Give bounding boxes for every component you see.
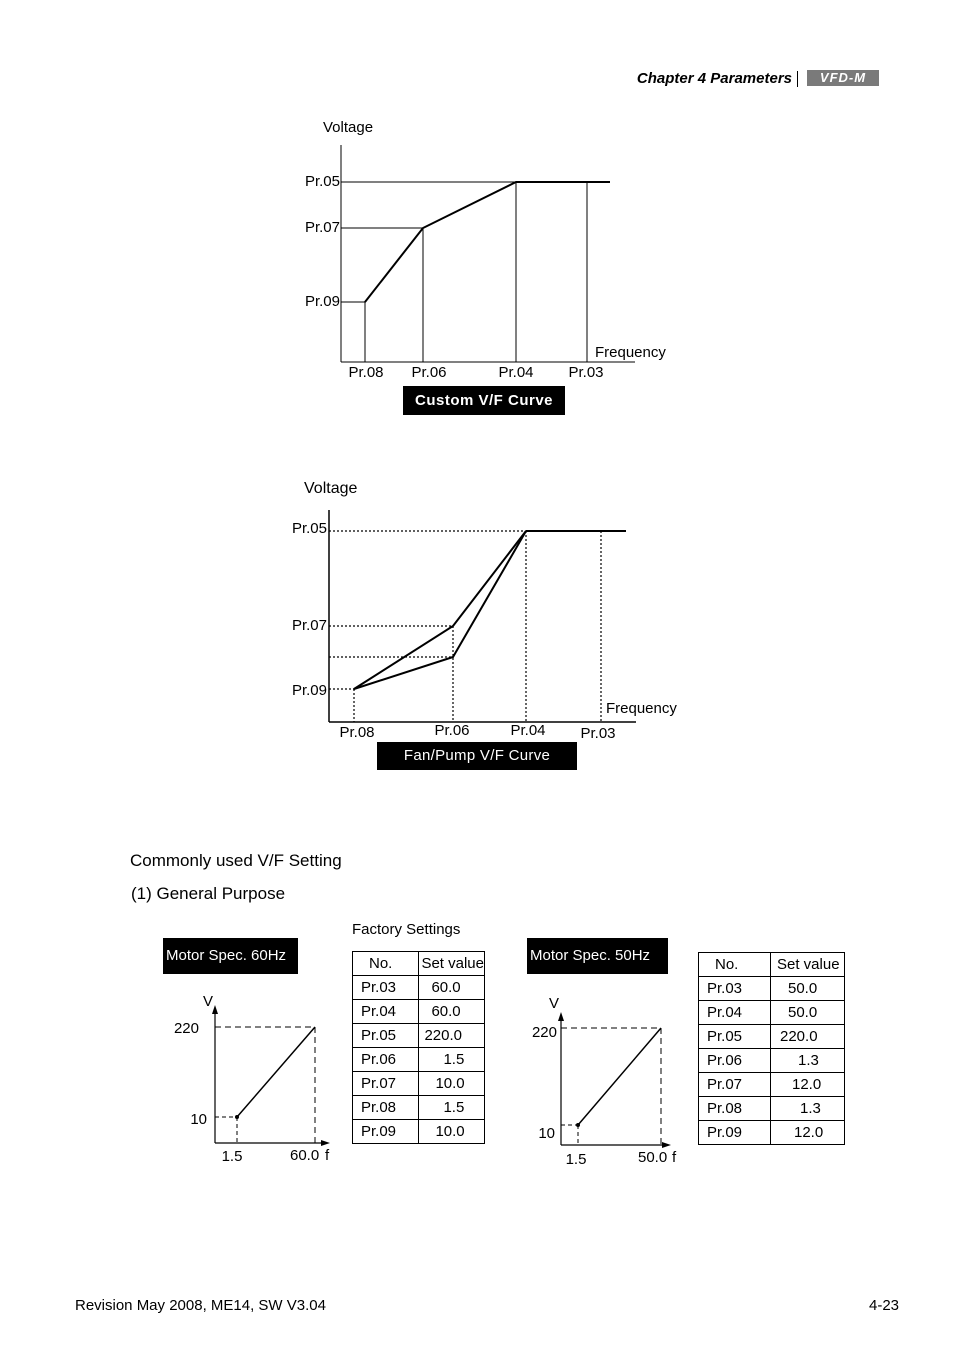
table-row [699,1049,845,1073]
vfd-m-logo: VFD-M [807,70,879,86]
table-row [699,977,845,1001]
graph-60hz-svg [160,985,345,1170]
motor-spec-50hz-label: Motor Spec. 50Hz [527,938,668,974]
table-cell-no: Pr.08 [353,1096,419,1120]
table-row [353,1048,485,1072]
table-cell-value: 50.0 [771,977,845,1001]
graph-60hz [160,985,345,1170]
table-cell-no: Pr.08 [699,1097,771,1121]
chapter-title: Chapter 4 Parameters [636,70,792,87]
custom-vf-curve-figure [290,110,690,420]
custom-vf-curve-caption: Custom V/F Curve [403,386,565,415]
custom-xtick-pr06: Pr.06 [411,364,447,381]
fanpump-vf-curve-figure [280,475,700,775]
graph-60hz-x-arrow [321,1140,330,1146]
table-row [353,1120,485,1144]
fanpump-xtick-pr03: Pr.03 [580,725,616,742]
graph-50hz-v-axis-label: V [549,995,560,1012]
fanpump-ylabel: Voltage [304,480,358,497]
table-cell-no: Pr.07 [353,1072,419,1096]
fanpump-upper-line [354,531,526,689]
graph-60hz-f-axis-label: f [325,1147,330,1164]
table-cell-no: Pr.06 [353,1048,419,1072]
graph-60hz-f-low: 1.5 [221,1148,243,1165]
table-cell-value: 12.0 [771,1073,845,1097]
custom-xtick-pr03: Pr.03 [568,364,604,381]
table-60hz-header [353,952,485,976]
table-row [353,1000,485,1024]
table-row [699,1025,845,1049]
fanpump-xlabel: Frequency [606,700,677,717]
table-cell-no: Pr.09 [699,1121,771,1145]
table-60hz-header-no: No. [353,952,419,976]
factory-settings-label: Factory Settings [352,921,461,938]
table-row [353,1072,485,1096]
graph-50hz-y-arrow [558,1012,564,1021]
custom-ytick-pr07: Pr.07 [304,219,340,236]
table-cell-value: 1.3 [771,1097,845,1121]
table-50hz [698,952,845,1145]
table-cell-value: 50.0 [771,1001,845,1025]
fanpump-xtick-pr06: Pr.06 [434,722,470,739]
section-title: Commonly used V/F Setting [130,851,342,870]
custom-vf-line [365,182,610,302]
graph-50hz-point [576,1123,580,1127]
table-row [699,1097,845,1121]
table-cell-value: 10.0 [419,1072,485,1096]
graph-60hz-line [237,1027,315,1117]
fanpump-ytick-pr09: Pr.09 [291,682,327,699]
table-cell-no: Pr.03 [699,977,771,1001]
table-cell-no: Pr.05 [699,1025,771,1049]
section-subtitle: (1) General Purpose [131,884,286,903]
fanpump-xtick-pr08: Pr.08 [339,724,375,741]
graph-50hz-v-low: 10 [538,1125,555,1142]
table-cell-no: Pr.06 [699,1049,771,1073]
table-60hz-header-value: Set value [419,952,485,976]
table-cell-value: 12.0 [771,1121,845,1145]
fanpump-lower-line [354,531,526,689]
table-row [699,1073,845,1097]
motor-spec-60hz-label: Motor Spec. 60Hz [163,938,298,974]
table-50hz-header-value: Set value [771,953,845,977]
table-row [699,1121,845,1145]
custom-xlabel: Frequency [595,344,666,361]
table-cell-value: 60.0 [419,976,485,1000]
custom-ylabel: Voltage [323,119,374,136]
graph-50hz-f-axis-label: f [672,1149,677,1166]
graph-60hz-f-high: 60.0 [290,1147,320,1164]
fanpump-ytick-pr07: Pr.07 [291,617,327,634]
graph-60hz-v-low: 10 [190,1111,207,1128]
table-50hz-header [699,953,845,977]
graph-50hz-line [578,1028,661,1125]
fanpump-vf-curve-svg [280,475,700,775]
graph-50hz-x-arrow [662,1142,671,1148]
graph-60hz-v-high: 220 [173,1020,199,1037]
table-cell-no: Pr.09 [353,1120,419,1144]
custom-xtick-pr08: Pr.08 [348,364,384,381]
fanpump-ytick-pr05: Pr.05 [291,520,327,537]
graph-50hz-v-high: 220 [531,1024,557,1041]
table-cell-no: Pr.05 [353,1024,419,1048]
table-cell-no: Pr.07 [699,1073,771,1097]
graph-50hz-f-low: 1.5 [565,1151,587,1168]
table-50hz-header-no: No. [699,953,771,977]
graph-50hz-f-high: 50.0 [638,1149,668,1166]
table-60hz [352,951,485,1144]
table-cell-value: 1.5 [419,1048,485,1072]
table-cell-value: 1.5 [419,1096,485,1120]
table-cell-no: Pr.04 [353,1000,419,1024]
table-cell-value: 60.0 [419,1000,485,1024]
page-header [600,68,890,90]
table-row [699,1001,845,1025]
custom-ytick-pr09: Pr.09 [304,293,340,310]
graph-60hz-v-axis-label: V [203,993,214,1010]
footer-revision: Revision May 2008, ME14, SW V3.04 [75,1297,326,1314]
table-cell-no: Pr.03 [353,976,419,1000]
header-separator [797,71,798,87]
fanpump-vf-curve-caption: Fan/Pump V/F Curve [377,742,577,770]
table-row [353,976,485,1000]
table-cell-value: 10.0 [419,1120,485,1144]
table-cell-value: 1.3 [771,1049,845,1073]
table-row [353,1024,485,1048]
fanpump-xtick-pr04: Pr.04 [510,722,546,739]
table-cell-value: 220.0 [771,1025,845,1049]
custom-ytick-pr05: Pr.05 [304,173,340,190]
graph-50hz-svg [505,985,690,1170]
graph-60hz-point [235,1115,239,1119]
table-cell-no: Pr.04 [699,1001,771,1025]
footer-page-number: 4-23 [869,1297,900,1314]
table-cell-value: 220.0 [419,1024,485,1048]
graph-50hz [505,985,690,1170]
table-row [353,1096,485,1120]
custom-vf-curve-svg [290,110,690,420]
custom-xtick-pr04: Pr.04 [498,364,534,381]
